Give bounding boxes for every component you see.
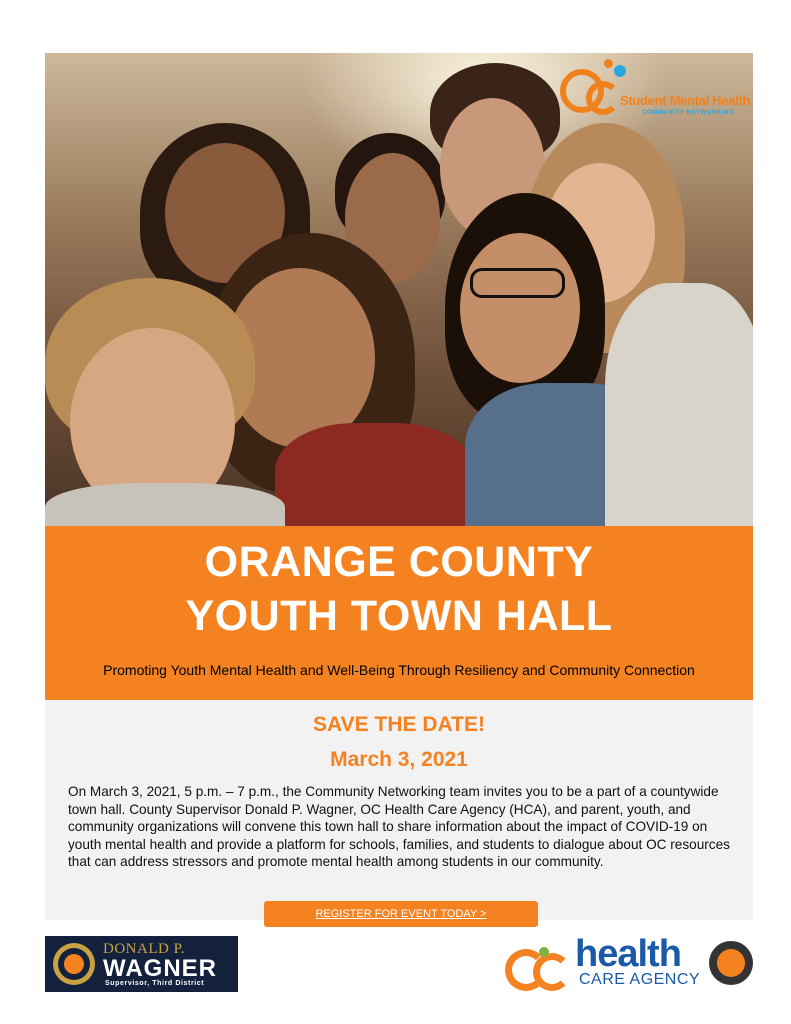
register-button[interactable]: REGISTER FOR EVENT TODAY > bbox=[264, 901, 538, 927]
seal-orange bbox=[64, 954, 84, 974]
seal-orange bbox=[717, 949, 745, 977]
logo-title: Student Mental Health bbox=[620, 93, 751, 108]
logo-dot bbox=[614, 65, 626, 77]
logo-subtitle: COMMUNITY NETWORKING bbox=[642, 110, 735, 116]
plaid-shirt bbox=[275, 423, 475, 526]
logo-dot bbox=[604, 59, 613, 68]
banner-title-line1: ORANGE COUNTY bbox=[204, 538, 594, 586]
hca-c-shape bbox=[533, 953, 571, 991]
hca-health-word: health bbox=[575, 933, 681, 975]
hca-agency-word: CARE AGENCY bbox=[579, 971, 701, 988]
event-date: March 3, 2021 bbox=[330, 748, 468, 771]
glasses bbox=[470, 268, 565, 298]
save-the-date-heading: SAVE THE DATE! bbox=[313, 713, 485, 736]
wagner-role: Supervisor, Third District bbox=[105, 980, 205, 987]
wagner-logo bbox=[45, 936, 238, 992]
leaf-icon bbox=[539, 947, 549, 957]
gray-shirt bbox=[45, 483, 285, 526]
striped-shirt bbox=[605, 283, 753, 526]
event-description: On March 3, 2021, 5 p.m. – 7 p.m., the Community Networking team invites you to be a part of a countywide town hall. County Supervisor Donald P. Wagner, OC Health Care Agency (HCA), and parent, youth, and community organizations will convene this town hall to share information about the impact of COVID-19 on youth mental health and provide a platform for schools, families, and students to dialogue about OC resources that can address stressors and promote mental health among students in our community. bbox=[68, 784, 730, 869]
person-face bbox=[460, 233, 580, 383]
wagner-last-name: WAGNER bbox=[103, 955, 217, 982]
oc-student-mental-health-logo bbox=[560, 61, 750, 131]
details-panel bbox=[45, 700, 753, 920]
hero-photo bbox=[45, 53, 753, 526]
banner-subtitle: Promoting Youth Mental Health and Well-Being Through Resiliency and Community Connection bbox=[103, 662, 695, 678]
oc-c-shape bbox=[586, 81, 620, 115]
oc-health-care-agency-logo bbox=[505, 933, 755, 995]
wagner-first-name: DONALD P. bbox=[103, 941, 186, 957]
title-banner bbox=[45, 526, 753, 700]
banner-title-line2: YOUTH TOWN HALL bbox=[185, 592, 613, 640]
